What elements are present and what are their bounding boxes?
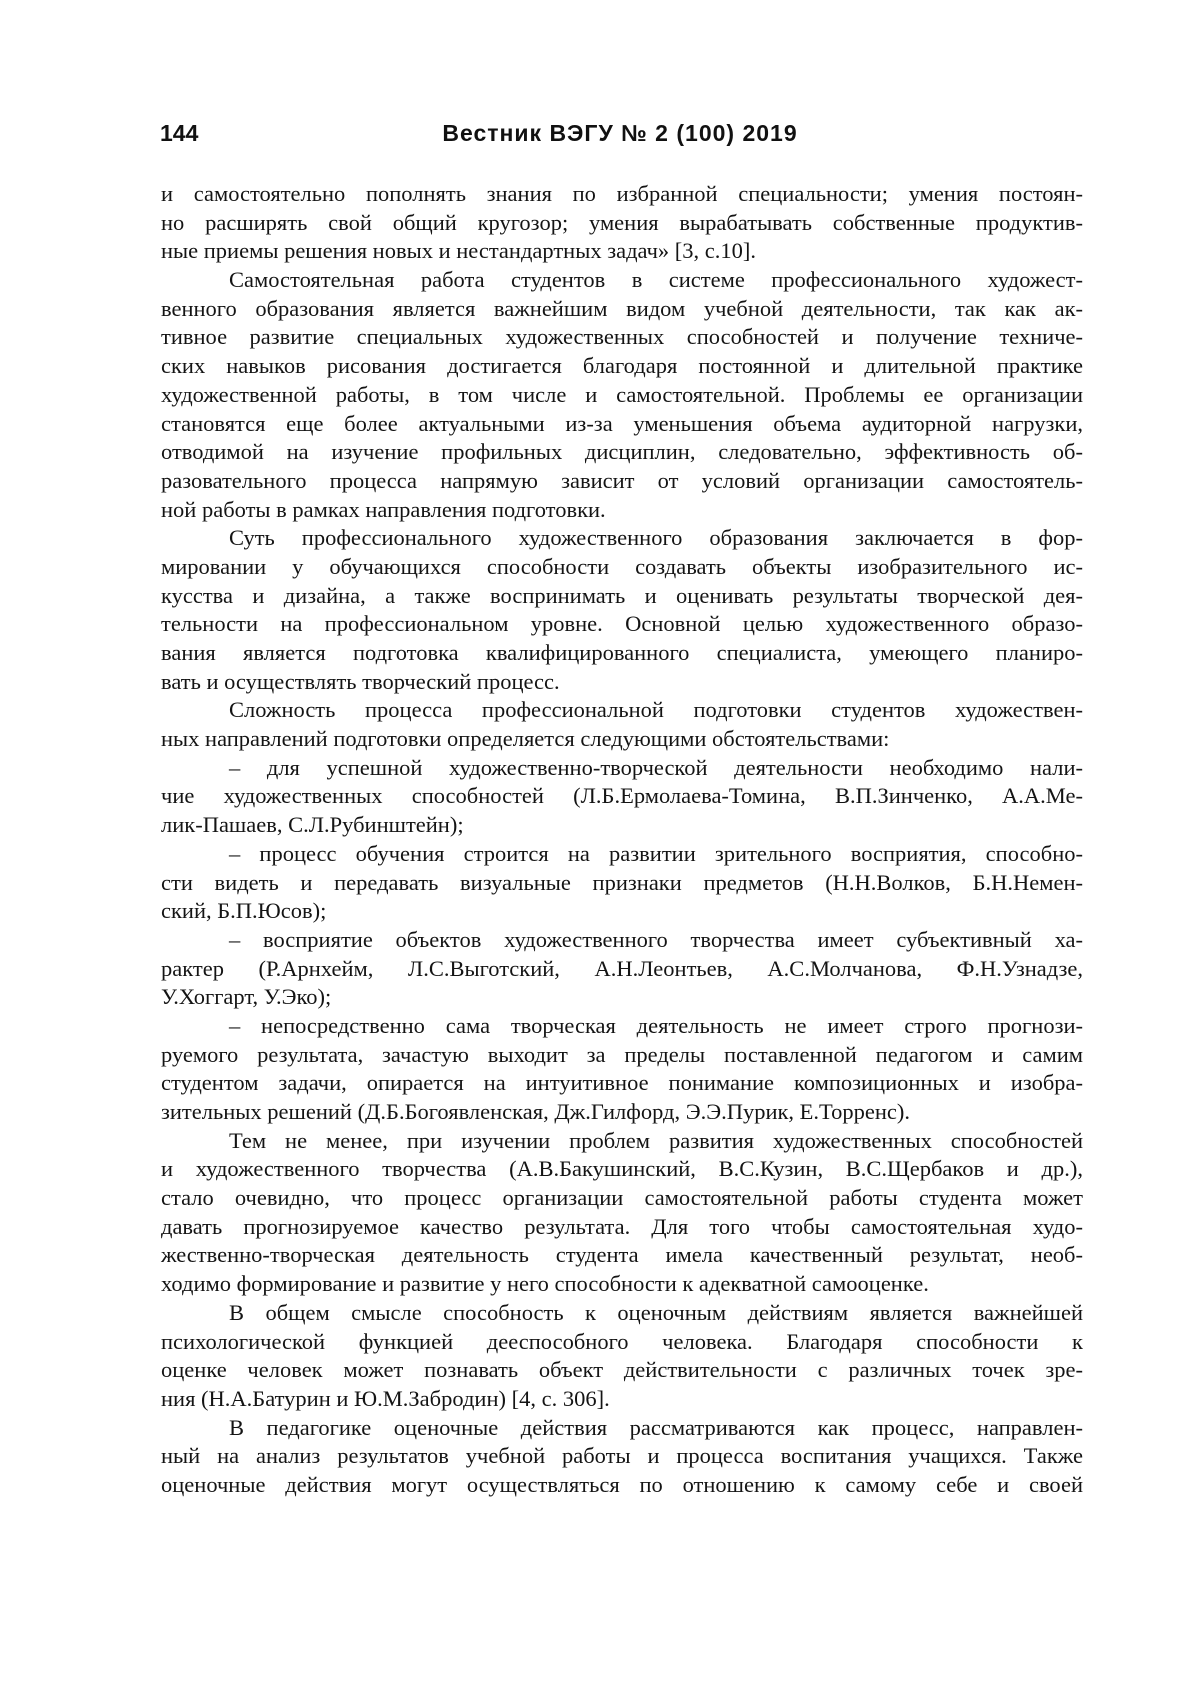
text-line: студентом задачи, опирается на интуитивное понимание композиционных и изобра- [161,1070,1083,1096]
page-header [160,120,1080,150]
text-line: Самостоятельная работа студентов в системе профессионального художест- [229,267,1083,293]
text-line: и художественного творчества (А.В.Бакушинский, В.С.Кузин, В.С.Щербаков и др.), [161,1156,1083,1182]
text-line: Сложность процесса профессиональной подготовки студентов художествен- [229,697,1083,723]
text-line: – процесс обучения строится на развитии зрительного восприятия, способно- [229,840,1083,866]
text-line: психологической функцией дееспособного человека. Благодаря способности к [161,1328,1083,1354]
text-line: ских навыков рисования достигается благодаря постоянной и длительной практике [161,353,1083,379]
text-line: вания является подготовка квалифицированного специалиста, умеющего планиро- [161,640,1083,665]
text-line: ходимо формирование и развитие у него способности к адекватной самооценке. [161,1271,929,1297]
journal-title: Вестник ВЭГУ № 2 (100) 2019 [442,120,798,146]
text-line: разовательного процесса напрямую зависит от условий организации самостоятель- [161,467,1083,493]
text-line: В педагогике оценочные действия рассматриваются как процесс, направлен- [229,1414,1083,1440]
text-line: но расширять свой общий кругозор; умения вырабатывать собственные продуктив- [161,209,1083,235]
text-line: Суть профессионального художественного образования заключается в фор- [229,525,1083,551]
text-line: художественной работы, в том числе и самостоятельной. Проблемы ее организации [161,381,1083,407]
text-line: сти видеть и передавать визуальные признаки предметов (Н.Н.Волков, Б.Н.Немен- [161,869,1083,895]
text-line: лик-Пашаев, С.Л.Рубинштейн); [161,812,464,838]
text-line: зительных решений (Д.Б.Богоявленская, Дж.Гилфорд, Э.Э.Пурик, Е.Торренс). [161,1099,910,1124]
text-line: венного образования является важнейшим видом учебной деятельности, так как ак- [161,295,1083,321]
text-line: стало очевидно, что процесс организации самостоятельной работы студента может [161,1185,1083,1211]
text-line: – восприятие объектов художественного творчества имеет субъективный ха- [229,926,1083,952]
text-line: вать и осуществлять творческий процесс. [161,668,560,694]
text-line: ной работы в рамках направления подготовки. [161,496,606,522]
text-line: ский, Б.П.Юсов); [161,898,327,924]
text-line: У.Хоггарт, У.Эко); [161,984,332,1010]
text-line: Тем не менее, при изучении проблем развития художественных способностей [229,1127,1083,1153]
text-line: ные приемы решения новых и нестандартных задач» [3, с.10]. [161,238,757,264]
text-line: тельности на профессиональном уровне. Основной целью художественного образо- [161,611,1083,637]
text-line: отводимой на изучение профильных дисциплин, следовательно, эффективность об- [161,439,1083,465]
text-line: оценочные действия могут осуществляться по отношению к самому себе и своей [161,1471,1083,1497]
text-line: давать прогнозируемое качество результата. Для того чтобы самостоятельная худо- [161,1213,1083,1239]
text-line: ния (Н.А.Батурин и Ю.М.Забродин) [4, с. 306]. [161,1385,610,1411]
text-line: жественно-творческая деятельность студента имела качественный результат, необ- [161,1242,1083,1268]
text-line: чие художественных способностей (Л.Б.Ермолаева-Томина, В.П.Зинченко, А.А.Ме- [161,783,1083,809]
text-line: тивное развитие специальных художественных способностей и получение техниче- [161,324,1083,350]
text-line: рактер (Р.Арнхейм, Л.С.Выготский, А.Н.Леонтьев, А.С.Молчанова, Ф.Н.Узнадзе, [161,955,1083,981]
article-body [161,180,1083,1500]
text-line: становятся еще более актуальными из-за уменьшения объема аудиторной нагрузки, [161,410,1083,436]
text-line: – для успешной художественно-творческой деятельности необходимо нали- [229,754,1083,780]
text-line: и самостоятельно пополнять знания по избранной специальности; умения постоян- [161,181,1083,206]
text-line: ный на анализ результатов учебной работы и процесса воспитания учащихся. Также [161,1443,1083,1469]
text-line: кусства и дизайна, а также воспринимать и оценивать результаты творческой дея- [161,582,1083,608]
text-line: ных направлений подготовки определяется следующими обстоятельствами: [161,726,890,752]
text-line: – непосредственно сама творческая деятельность не имеет строго прогнози- [229,1012,1083,1038]
text-line: мировании у обучающихся способности создавать объекты изобразительного ис- [161,553,1083,579]
text-line: В общем смысле способность к оценочным действиям является важнейшей [229,1299,1083,1325]
page-number: 144 [160,120,199,146]
text-line: руемого результата, зачастую выходит за пределы поставленной педагогом и самим [161,1041,1083,1067]
text-line: оценке человек может познавать объект действительности с различных точек зре- [161,1357,1083,1383]
